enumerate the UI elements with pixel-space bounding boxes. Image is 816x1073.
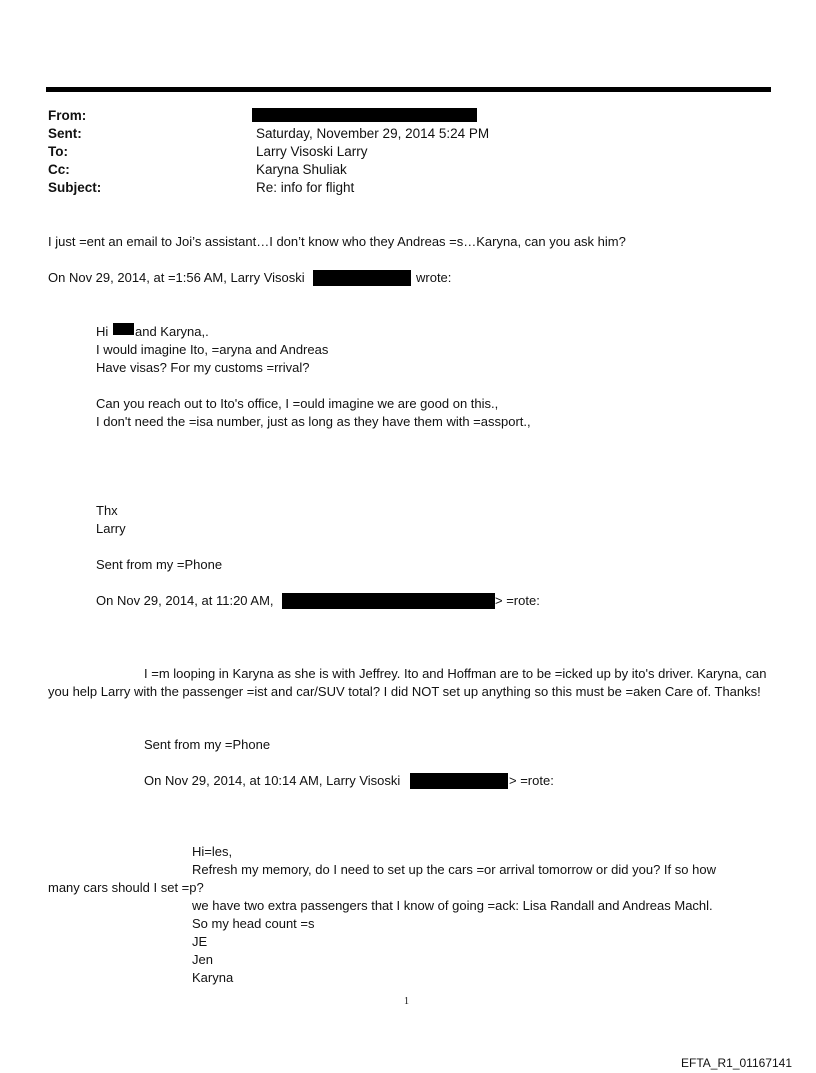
m3-line: Refresh my memory, do I need to set up the cars =or arrival tomorrow or did you? If so how: [192, 862, 716, 877]
redacted-name: [113, 323, 134, 335]
m1-sent-from: Sent from my =Phone: [96, 557, 223, 572]
m1-line: Have visas? For my customs =rrival?: [96, 360, 310, 375]
to-value: Larry Visoski Larry: [256, 144, 368, 159]
m3-line: many cars should I set =p?: [48, 880, 204, 895]
m3-name: Jen: [192, 952, 213, 967]
reply-text: I just =ent an email to Joi’s assistant…I don’t know who they Andreas =s…Karyna, can you ask him?: [48, 234, 626, 249]
quote1-suffix: wrote:: [416, 270, 452, 285]
quote1-prefix: On Nov 29, 2014, at =1:56 AM, Larry Visoski: [48, 270, 305, 285]
m1-line: I don't need the =isa number, just as long as they have them with =assport.,: [96, 414, 531, 429]
redacted-email-3: [410, 773, 508, 789]
m1-line: Can you reach out to Ito's office, I =ould imagine we are good on this.,: [96, 396, 499, 411]
page-number: 1: [404, 996, 409, 1007]
m2-sent-from: Sent from my =Phone: [144, 737, 271, 752]
redacted-email-1: [313, 270, 411, 286]
m1-greeting-end: and Karyna,.: [135, 324, 209, 339]
m1-thx: Thx: [96, 503, 118, 518]
header-rule: [46, 87, 771, 92]
quote2-prefix: On Nov 29, 2014, at 11:20 AM,: [96, 593, 274, 608]
quote3-prefix: On Nov 29, 2014, at 10:14 AM, Larry Visoski: [144, 773, 401, 788]
m1-greeting-start: Hi: [96, 324, 109, 339]
m1-line: I would imagine Ito, =aryna and Andreas: [96, 342, 329, 357]
sent-value: Saturday, November 29, 2014 5:24 PM: [256, 126, 490, 141]
m3-line: So my head count =s: [192, 916, 315, 931]
redacted-from: [252, 108, 477, 122]
document-id: EFTA_R1_01167141: [681, 1056, 792, 1070]
sent-label: Sent:: [48, 126, 82, 141]
redacted-email-2: [282, 593, 495, 609]
m2-paragraph: I =m looping in Karyna as she is with Jeffrey. Ito and Hoffman are to be =icked up by ito's driver. Karyna, can you help Larry with the passenger =ist and car/SUV total? I did NOT set up anything so this must be =aken Care of. Thanks!: [48, 666, 767, 699]
to-label: To:: [48, 144, 68, 159]
m3-line: we have two extra passengers that I know of going =ack: Lisa Randall and Andreas Machl.: [192, 898, 713, 913]
cc-value: Karyna Shuliak: [256, 162, 347, 177]
quote2-suffix: > =rote:: [495, 593, 540, 608]
m1-signature: Larry: [96, 521, 126, 536]
quote3-suffix: > =rote:: [509, 773, 554, 788]
from-label: From:: [48, 108, 87, 123]
m3-name: Karyna: [192, 970, 234, 985]
subject-label: Subject:: [48, 180, 102, 195]
m3-name: JE: [192, 934, 208, 949]
cc-label: Cc:: [48, 162, 70, 177]
subject-value: Re: info for flight: [256, 180, 355, 195]
m3-greeting: Hi=les,: [192, 844, 233, 859]
